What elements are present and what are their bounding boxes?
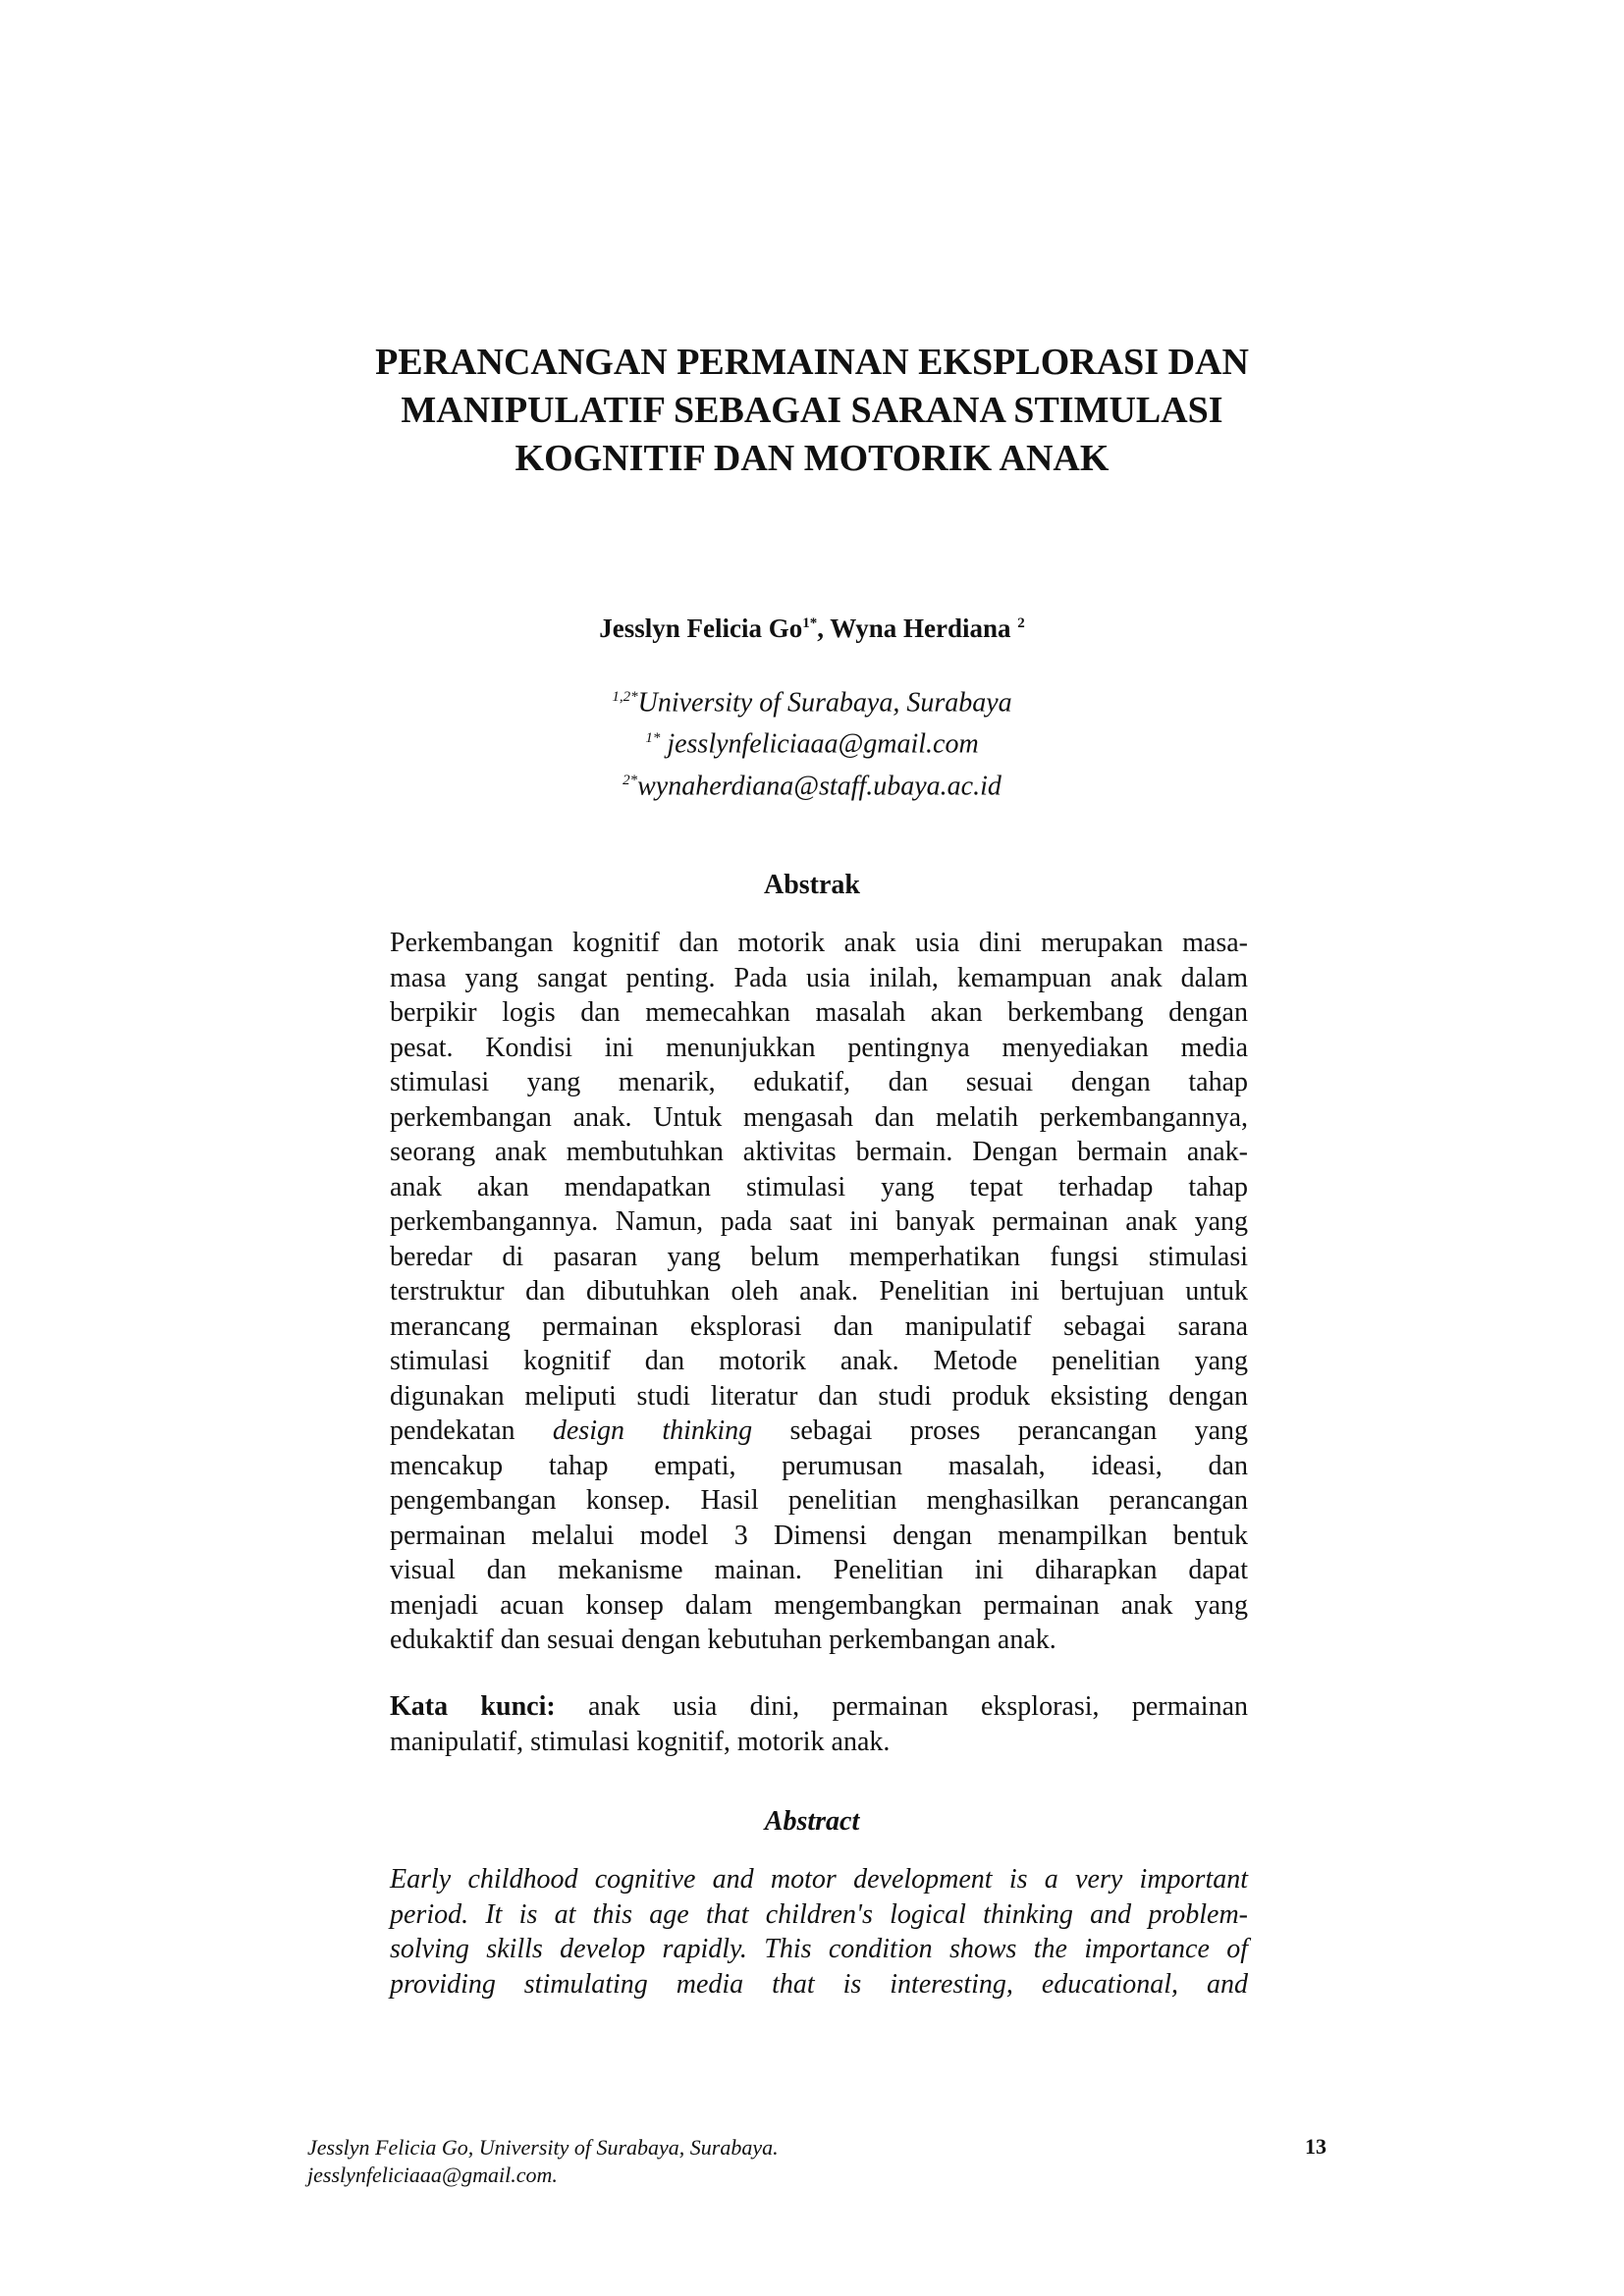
- keywords: [390, 1689, 1248, 1759]
- abstrak-line: perkembangannya. Namun, pada saat ini banyak permainan anak yang: [390, 1206, 1248, 1237]
- footer-line: Jesslyn Felicia Go, University of Surabaya, Surabaya.: [307, 2135, 779, 2160]
- abstrak-line: berpikir logis dan memecahkan masalah akan berkembang dengan: [390, 997, 1248, 1028]
- keywords-line: manipulatif, stimulasi kognitif, motorik anak.: [390, 1726, 891, 1757]
- affiliation-line: [0, 763, 1624, 804]
- author-list: [0, 614, 1624, 644]
- abstract-line: solving skills develop rapidly. This condition shows the importance of: [390, 1934, 1248, 1964]
- keywords-label: Kata kunci:: [390, 1691, 556, 1722]
- abstrak-line: edukaktif dan sesuai dengan kebutuhan perkembangan anak.: [390, 1625, 1056, 1655]
- abstrak-line: Perkembangan kognitif dan motorik anak usia dini merupakan masa-: [390, 928, 1248, 958]
- page-number: 13: [1305, 2134, 1326, 2159]
- abstrak-line: stimulasi yang menarik, edukatif, dan sesuai dengan tahap: [390, 1067, 1248, 1097]
- author-separator: ,: [817, 614, 831, 643]
- abstract-body: [390, 1862, 1248, 2002]
- affiliation-text: University of Surabaya, Surabaya: [637, 687, 1012, 719]
- abstrak-line: mencakup tahap empati, perumusan masalah, ideasi, dan: [390, 1450, 1248, 1481]
- abstract-line: providing stimulating media that is interesting, educational, and: [390, 1968, 1248, 2000]
- affiliation-line: [0, 679, 1624, 721]
- footer-line: jesslynfeliciaaa@gmail.com.: [307, 2163, 558, 2187]
- affiliation-email: wynaherdiana@staff.ubaya.ac.id: [637, 770, 1001, 801]
- abstrak-line: visual dan mekanisme mainan. Penelitian ini diharapkan dapat: [390, 1555, 1248, 1585]
- affiliation-email: jesslynfeliciaaa@gmail.com: [660, 728, 979, 760]
- title-line: PERANCANGAN PERMAINAN EKSPLORASI DAN: [375, 342, 1249, 383]
- affiliation-superscript: 2*: [623, 772, 638, 788]
- abstrak-line: pesat. Kondisi ini menunjukkan pentingnya menyediakan media: [390, 1032, 1248, 1063]
- keywords-line: [390, 1689, 1248, 1725]
- abstrak-line: menjadi acuan konsep dalam mengembangkan permainan anak yang: [390, 1589, 1248, 1621]
- abstrak-line: seorang anak membutuhkan aktivitas bermain. Dengan bermain anak-: [390, 1137, 1248, 1167]
- abstrak-text: pendekatan: [390, 1415, 553, 1446]
- abstrak-line: terstruktur dan dibutuhkan oleh anak. Penelitian ini bertujuan untuk: [390, 1276, 1248, 1307]
- abstract-line: period. It is at this age that children's logical thinking and problem-: [390, 1898, 1248, 1930]
- abstrak-line: permainan melalui model 3 Dimensi dengan menampilkan bentuk: [390, 1520, 1248, 1551]
- abstrak-line: perkembangan anak. Untuk mengasah dan melatih perkembangannya,: [390, 1101, 1248, 1133]
- abstrak-line: masa yang sangat penting. Pada usia inilah, kemampuan anak dalam: [390, 962, 1248, 993]
- abstrak-line: beredar di pasaran yang belum memperhatikan fungsi stimulasi: [390, 1241, 1248, 1272]
- abstract-line: Early childhood cognitive and motor development is a very important: [390, 1864, 1248, 1895]
- affiliation-superscript: 1,2*: [612, 689, 638, 705]
- title-line: MANIPULATIF SEBAGAI SARANA STIMULASI: [401, 390, 1223, 431]
- affiliations: [0, 679, 1624, 804]
- abstract-heading: Abstract: [764, 1806, 860, 1837]
- abstrak-line: anak akan mendapatkan stimulasi yang tepat terhadap tahap: [390, 1171, 1248, 1202]
- abstrak-heading: Abstrak: [763, 870, 860, 900]
- abstrak-text: sebagai proses perancangan yang: [752, 1415, 1248, 1446]
- abstrak-line: digunakan meliputi studi literatur dan studi produk eksisting dengan: [390, 1380, 1248, 1412]
- abstrak-line: pengembangan konsep. Hasil penelitian menghasilkan perancangan: [390, 1485, 1248, 1516]
- abstrak-line: stimulasi kognitif dan motorik anak. Metode penelitian yang: [390, 1346, 1248, 1376]
- affiliation-superscript: 1*: [645, 730, 661, 747]
- abstrak-body: [390, 926, 1248, 1658]
- abstrak-line: [390, 1414, 1248, 1449]
- keywords-text: anak usia dini, permainan eksplorasi, permainan: [555, 1691, 1248, 1722]
- author-superscript: 1*: [802, 615, 818, 631]
- title-line: KOGNITIF DAN MOTORIK ANAK: [514, 438, 1110, 479]
- abstrak-italic-term: design thinking: [552, 1415, 753, 1446]
- footer-author-note: [307, 2134, 779, 2189]
- affiliation-line: [0, 721, 1624, 762]
- paper-title: [295, 339, 1329, 483]
- abstrak-line: merancang permainan eksplorasi dan manipulatif sebagai sarana: [390, 1310, 1248, 1342]
- author-name: Jesslyn Felicia Go: [599, 614, 803, 643]
- author-name: Wyna Herdiana: [830, 614, 1018, 643]
- author-superscript: 2: [1017, 615, 1025, 631]
